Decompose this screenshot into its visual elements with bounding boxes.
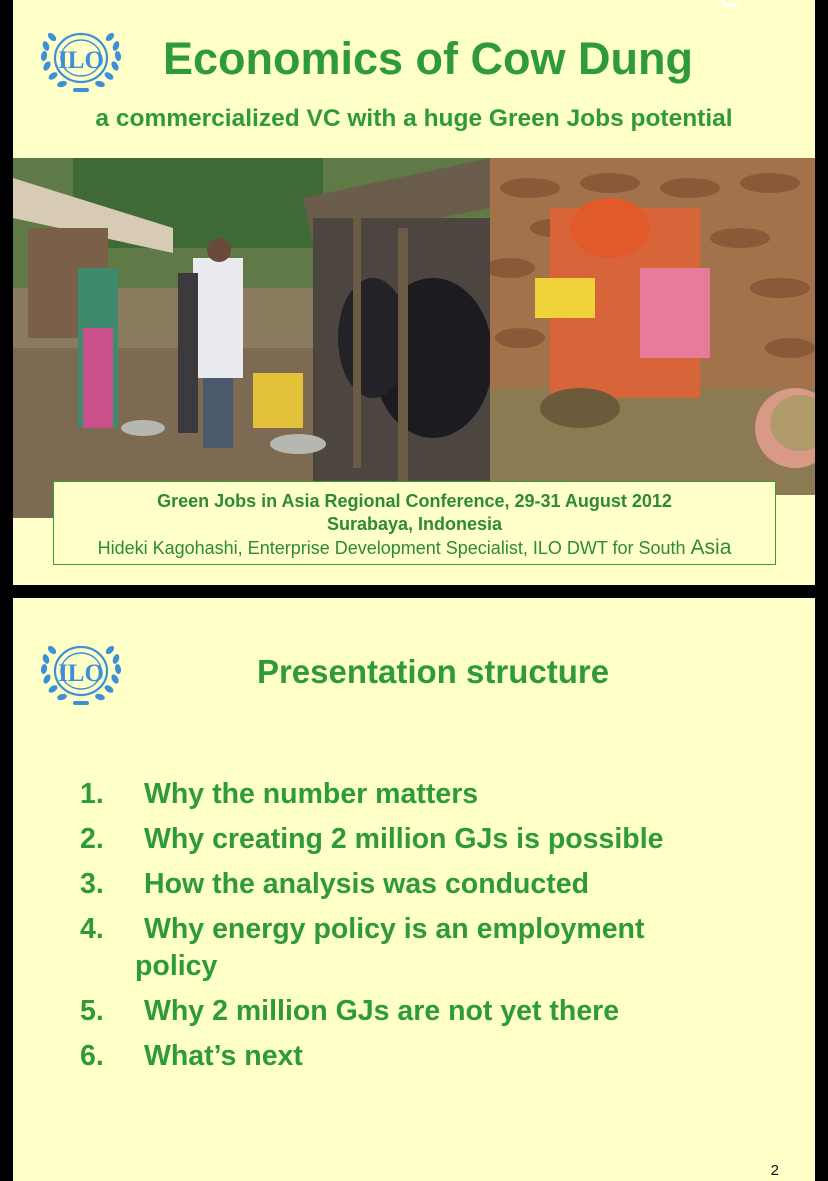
caption-presenter-end: Asia [690,536,732,559]
dung-cakes-photo [490,158,815,495]
caption-location: Surabaya, Indonesia [326,514,503,534]
item-text-continued: policy [135,950,218,982]
slide-subtitle: a commercialized VC with a huge Green Jobs potential [95,105,733,132]
list-item [80,1038,780,1075]
slide-title: Economics of Cow Dung [162,33,693,84]
page-number: 2 [770,1162,779,1179]
list-item [80,776,780,813]
item-text: Why the number matters [144,778,479,810]
item-number: 2. [80,823,104,855]
pen-stroke-icon [718,0,748,12]
list-item [80,911,780,985]
caption-presenter-main: Hideki Kagohashi, Enterprise Development Specialist, ILO DWT for South [97,538,691,558]
list-item [80,866,780,903]
slide-2 [13,598,815,1181]
item-text: Why 2 million GJs are not yet there [144,995,620,1027]
item-number: 3. [80,868,104,900]
slide-title: Presentation structure [256,653,610,690]
list-item [80,993,780,1030]
conference-caption [53,481,776,565]
item-number: 6. [80,1040,104,1072]
item-text: Why energy policy is an employment [144,913,645,945]
caption-conference: Green Jobs in Asia Regional Conference, 29-31 August 2012 [157,491,672,511]
item-text: How the analysis was conducted [144,868,590,900]
item-number: 4. [80,913,104,945]
item-number: 1. [80,778,104,810]
item-number: 5. [80,995,104,1027]
item-text: What’s next [144,1040,303,1072]
slide-1 [13,0,815,585]
cattle-shed-photo [13,158,490,518]
caption-presenter [54,535,775,561]
presentation-outline [80,776,780,1083]
item-text: Why creating 2 million GJs is possible [144,823,664,855]
list-item [80,821,780,858]
